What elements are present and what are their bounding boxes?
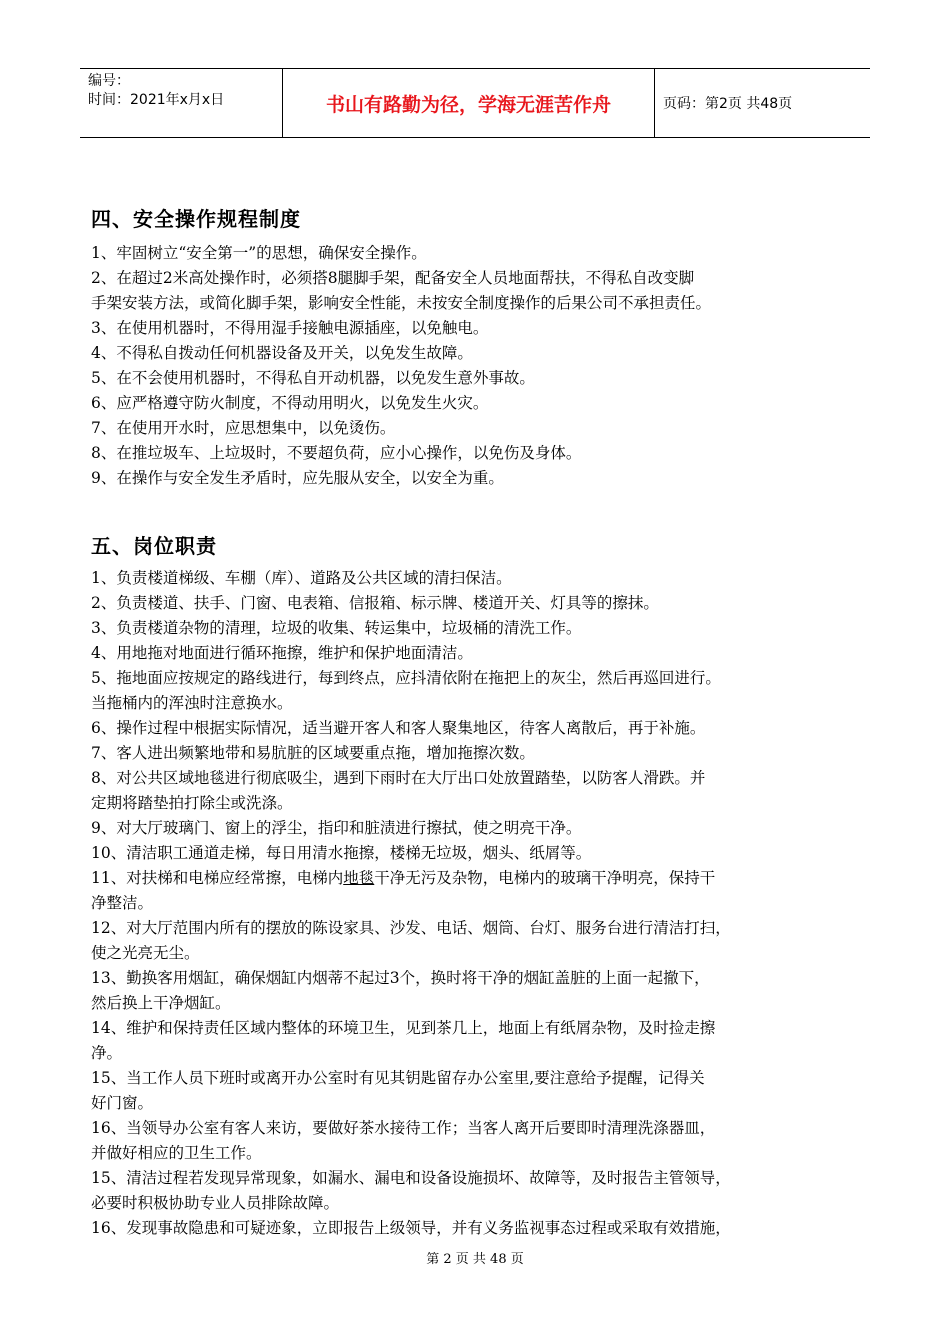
list-item: 3、负责楼道杂物的清理，垃圾的收集、转运集中，垃圾桶的清洗工作。 bbox=[91, 619, 582, 637]
list-item-continuation: 净整洁。 bbox=[91, 894, 154, 912]
list-item: 4、不得私自拨动任何机器设备及开关，以免发生故障。 bbox=[91, 344, 473, 362]
list-item: 13、勤换客用烟缸，确保烟缸内烟蒂不起过3个，换时将干净的烟缸盖脏的上面一起撤下， bbox=[91, 969, 710, 987]
list-item: 9、在操作与安全发生矛盾时，应先服从安全，以安全为重。 bbox=[91, 469, 504, 487]
date-label: 时间：2021年x月x日 bbox=[88, 92, 225, 108]
list-item-continuation: 好门窗。 bbox=[91, 1094, 154, 1112]
list-item: 16、当领导办公室有客人来访，要做好茶水接待工作；当客人离开后要即时清理洗涤器皿， bbox=[91, 1119, 716, 1137]
list-item: 3、在使用机器时，不得用湿手接触电源插座，以免触电。 bbox=[91, 319, 489, 337]
list-item-continuation: 使之光亮无尘。 bbox=[91, 944, 200, 962]
list-item: 10、清洁职工通道走梯，每日用清水拖擦，楼梯无垃圾，烟头、纸屑等。 bbox=[91, 844, 592, 862]
list-item: 12、对大厅范围内所有的摆放的陈设家具、沙发、电话、烟筒、台灯、服务台进行清洁打扫， bbox=[91, 919, 731, 937]
section4-list bbox=[91, 241, 877, 491]
list-item: 4、用地拖对地面进行循环拖擦，维护和保护地面清洁。 bbox=[91, 644, 473, 662]
list-item: 15、当工作人员下班时或离开办公室时有见其钥匙留存办公室里,要注意给予提醒，记得关 bbox=[91, 1069, 705, 1087]
list-item: 5、拖地面应按规定的路线进行，每到终点，应抖清依附在拖把上的灰尘，然后再巡回进行。 bbox=[91, 669, 721, 687]
header-right-cell bbox=[655, 69, 870, 137]
list-item: 14、维护和保持责任区域内整体的环境卫生，见到茶几上，地面上有纸屑杂物，及时捡走擦 bbox=[91, 1019, 716, 1037]
list-item: 6、操作过程中根据实际情况，适当避开客人和客人聚集地区，待客人离散后，再于补施。 bbox=[91, 719, 706, 737]
list-item-continuation: 当拖桶内的浑浊时注意换水。 bbox=[91, 694, 293, 712]
list-item: 1、负责楼道梯级、车棚（库）、道路及公共区域的清扫保洁。 bbox=[91, 569, 512, 587]
section5-title: 五、岗位职责 bbox=[91, 534, 217, 558]
list-item: 7、客人进出频繁地带和易肮脏的区域要重点拖，增加拖擦次数。 bbox=[91, 744, 535, 762]
section4-title: 四、安全操作规程制度 bbox=[91, 207, 301, 231]
list-item: 2、负责楼道、扶手、门窗、电表箱、信报箱、标示牌、楼道开关、灯具等的擦抹。 bbox=[91, 594, 659, 612]
number-label: 编号： bbox=[88, 73, 130, 89]
page-label: 页码：第2页 共48页 bbox=[663, 96, 793, 112]
list-item: 手架安装方法，或简化脚手架，影响安全性能，未按安全制度操作的后果公司不承担责任。 bbox=[91, 294, 712, 312]
motto-text: 书山有路勤为径，学海无涯苦作舟 bbox=[325, 93, 611, 116]
page-footer: 第 2 页 共 48 页 bbox=[426, 1252, 524, 1267]
header-table bbox=[80, 68, 870, 138]
list-item: 1、牢固树立“安全第一”的思想，确保安全操作。 bbox=[91, 244, 427, 262]
list-item: 16、发现事故隐患和可疑迹象，立即报告上级领导，并有义务监视事态过程或采取有效措施， bbox=[91, 1219, 731, 1237]
item-text: 11、对扶梯和电梯应经常擦，电梯内 bbox=[91, 869, 344, 887]
list-item-continuation: 然后换上干净烟缸。 bbox=[91, 994, 231, 1012]
list-item: 2、在超过2米高处操作时，必须搭8腿脚手架，配备安全人员地面帮扶，不得私自改变脚 bbox=[91, 269, 695, 287]
list-item bbox=[91, 866, 877, 891]
header-left-cell bbox=[80, 69, 283, 137]
list-item: 7、在使用开水时，应思想集中，以免烫伤。 bbox=[91, 419, 396, 437]
list-item: 8、对公共区域地毯进行彻底吸尘，遇到下雨时在大厅出口处放置踏垫，以防客人滑跌。并 bbox=[91, 769, 706, 787]
list-item: 6、应严格遵守防火制度，不得动用明火，以免发生火灾。 bbox=[91, 394, 489, 412]
list-item-continuation: 必要时积极协助专业人员排除故障。 bbox=[91, 1194, 340, 1212]
list-item: 9、对大厅玻璃门、窗上的浮尘，指印和脏渍进行擦拭，使之明亮干净。 bbox=[91, 819, 582, 837]
list-item: 8、在推垃圾车、上垃圾时，不要超负荷，应小心操作，以免伤及身体。 bbox=[91, 444, 582, 462]
item-text: 干净无污及杂物，电梯内的玻璃干净明亮，保持干 bbox=[374, 869, 716, 887]
list-item: 5、在不会使用机器时，不得私自开动机器，以免发生意外事故。 bbox=[91, 369, 535, 387]
underlined-term: 地毯 bbox=[343, 869, 375, 887]
list-item-continuation: 净。 bbox=[91, 1044, 123, 1062]
section5-list bbox=[91, 566, 877, 1241]
header-motto-cell bbox=[283, 69, 655, 137]
list-item-continuation: 定期将踏垫拍打除尘或洗涤。 bbox=[91, 794, 293, 812]
list-item: 15、清洁过程若发现异常现象，如漏水、漏电和设备设施损坏、故障等，及时报告主管领导， bbox=[91, 1169, 731, 1187]
list-item-continuation: 并做好相应的卫生工作。 bbox=[91, 1144, 262, 1162]
